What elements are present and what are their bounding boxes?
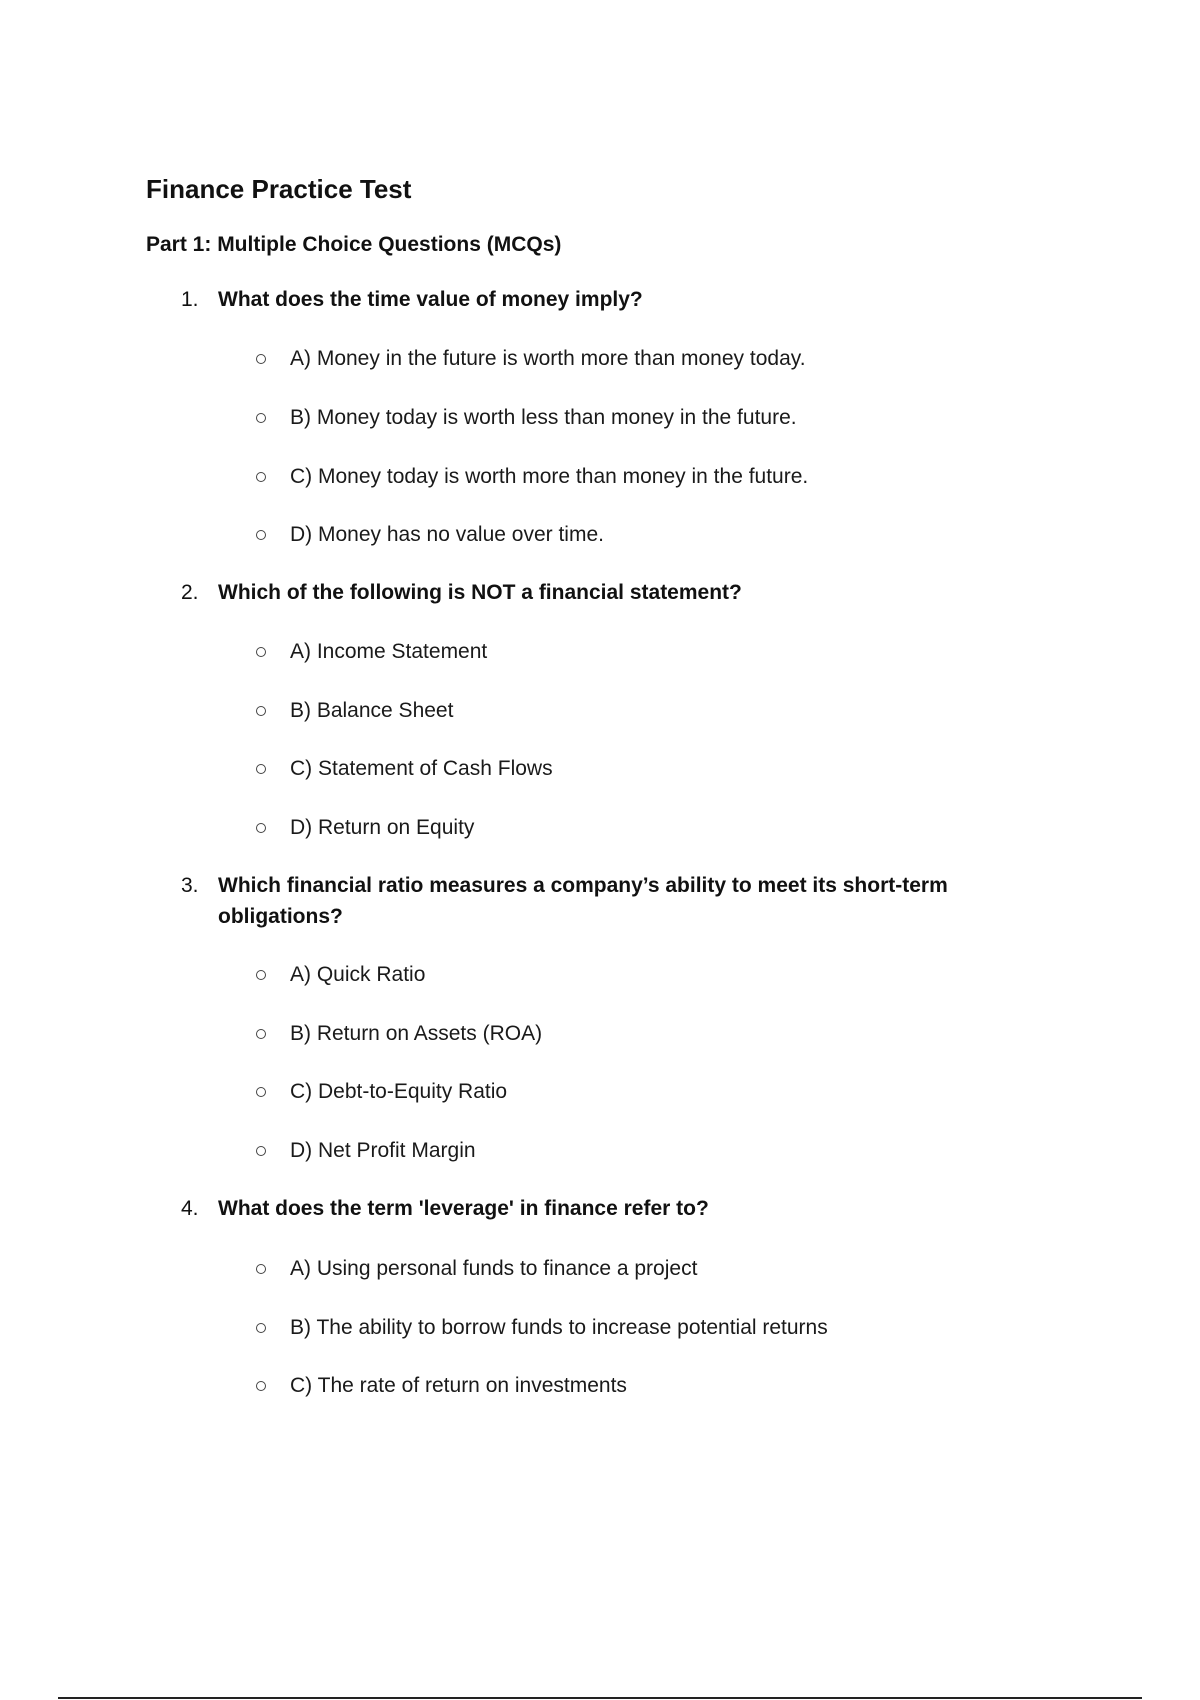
option-text: D) Net Profit Margin [290, 1139, 476, 1162]
option-text: C) Money today is worth more than money in the future. [290, 465, 809, 488]
option-bullet-icon [256, 1146, 266, 1156]
option-bullet-icon [256, 472, 266, 482]
option-text: B) The ability to borrow funds to increase potential returns [290, 1316, 828, 1339]
question-number: 3. [181, 874, 199, 897]
part-heading: Part 1: Multiple Choice Questions (MCQs) [146, 233, 562, 256]
option-bullet-icon [256, 1087, 266, 1097]
option-text: B) Money today is worth less than money in the future. [290, 406, 797, 429]
option-bullet-icon [256, 823, 266, 833]
option-text: B) Return on Assets (ROA) [290, 1022, 543, 1045]
question-text: Which financial ratio measures a company’s ability to meet its short-term obligations? [218, 874, 948, 928]
option-bullet-icon [256, 413, 266, 423]
option-text: A) Income Statement [290, 640, 488, 663]
option-text: C) Debt-to-Equity Ratio [290, 1080, 508, 1103]
option-text: D) Money has no value over time. [290, 523, 604, 546]
option-bullet-icon [256, 647, 266, 657]
option-bullet-icon [256, 970, 266, 980]
option-bullet-icon [256, 706, 266, 716]
option-text: D) Return on Equity [290, 816, 475, 839]
option-text: B) Balance Sheet [290, 699, 454, 722]
option-bullet-icon [256, 530, 266, 540]
question-number: 2. [181, 581, 199, 604]
option-text: A) Money in the future is worth more than money today. [290, 347, 806, 370]
question-text: What does the term 'leverage' in finance refer to? [218, 1197, 709, 1220]
option-text: A) Using personal funds to finance a project [290, 1257, 698, 1280]
option-text: C) Statement of Cash Flows [290, 757, 553, 780]
question-text: What does the time value of money imply? [218, 288, 643, 311]
document-title: Finance Practice Test [146, 174, 412, 204]
option-bullet-icon [256, 764, 266, 774]
option-bullet-icon [256, 1029, 266, 1039]
question-number: 1. [181, 288, 199, 311]
footer-divider [58, 1697, 1142, 1699]
question-text: Which of the following is NOT a financial statement? [218, 581, 742, 604]
option-bullet-icon [256, 1381, 266, 1391]
option-bullet-icon [256, 1264, 266, 1274]
option-text: A) Quick Ratio [290, 963, 426, 986]
option-bullet-icon [256, 354, 266, 364]
option-text: C) The rate of return on investments [290, 1374, 627, 1397]
option-bullet-icon [256, 1323, 266, 1333]
question-number: 4. [181, 1197, 199, 1220]
